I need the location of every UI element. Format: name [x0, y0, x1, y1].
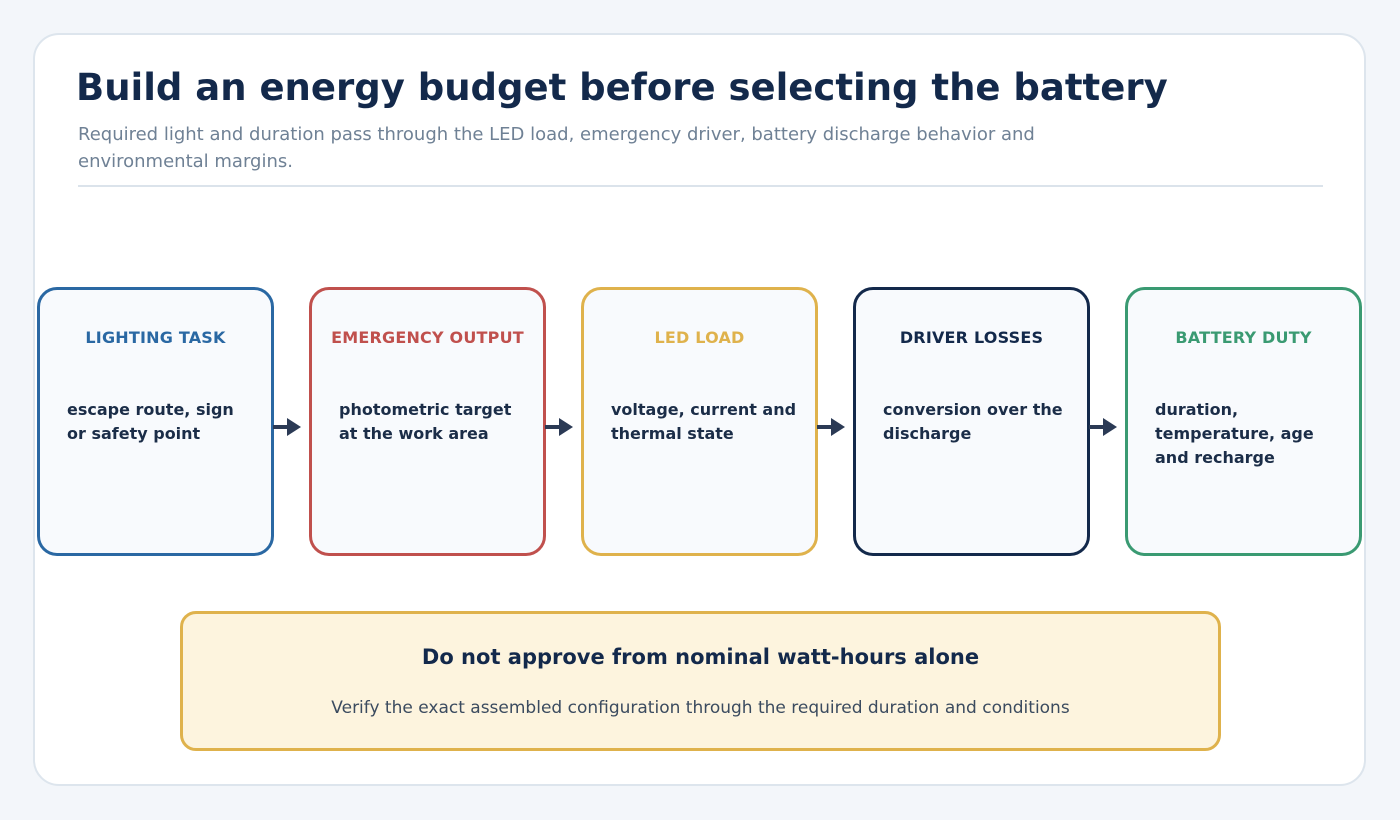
callout-title: Do not approve from nominal watt-hours alone — [421, 645, 980, 669]
step-title: BATTERY DUTY — [1175, 328, 1312, 347]
flow-arrow-icon — [273, 415, 303, 439]
step-description: conversion over the discharge — [883, 400, 1063, 443]
step-emergency-output — [309, 287, 546, 556]
header-divider — [78, 185, 1323, 187]
step-description: duration, temperature, age and recharge — [1155, 400, 1314, 467]
callout-text: Verify the exact assembled configuration through the required duration and conditions — [331, 698, 1070, 718]
step-led-load — [581, 287, 818, 556]
step-driver-losses — [853, 287, 1090, 556]
warning-callout — [180, 611, 1221, 751]
flow-arrow-icon — [545, 415, 575, 439]
step-title: LED LOAD — [654, 328, 745, 347]
step-lighting-task — [37, 287, 274, 556]
step-description: escape route, sign or safety point — [67, 400, 234, 443]
step-description: photometric target at the work area — [339, 400, 512, 443]
step-battery-duty — [1125, 287, 1362, 556]
flow-arrow-icon — [817, 415, 847, 439]
step-title: LIGHTING TASK — [85, 328, 226, 347]
step-title: DRIVER LOSSES — [899, 328, 1044, 347]
step-title: EMERGENCY OUTPUT — [331, 328, 524, 347]
step-description: voltage, current and thermal state — [611, 400, 797, 443]
page-subtitle: Required light and duration pass through the LED load, emergency driver, battery discharge behavior and environmental margins. — [78, 124, 1035, 172]
flow-arrow-icon — [1089, 415, 1119, 439]
page-title: Build an energy budget before selecting the battery — [76, 66, 1168, 109]
